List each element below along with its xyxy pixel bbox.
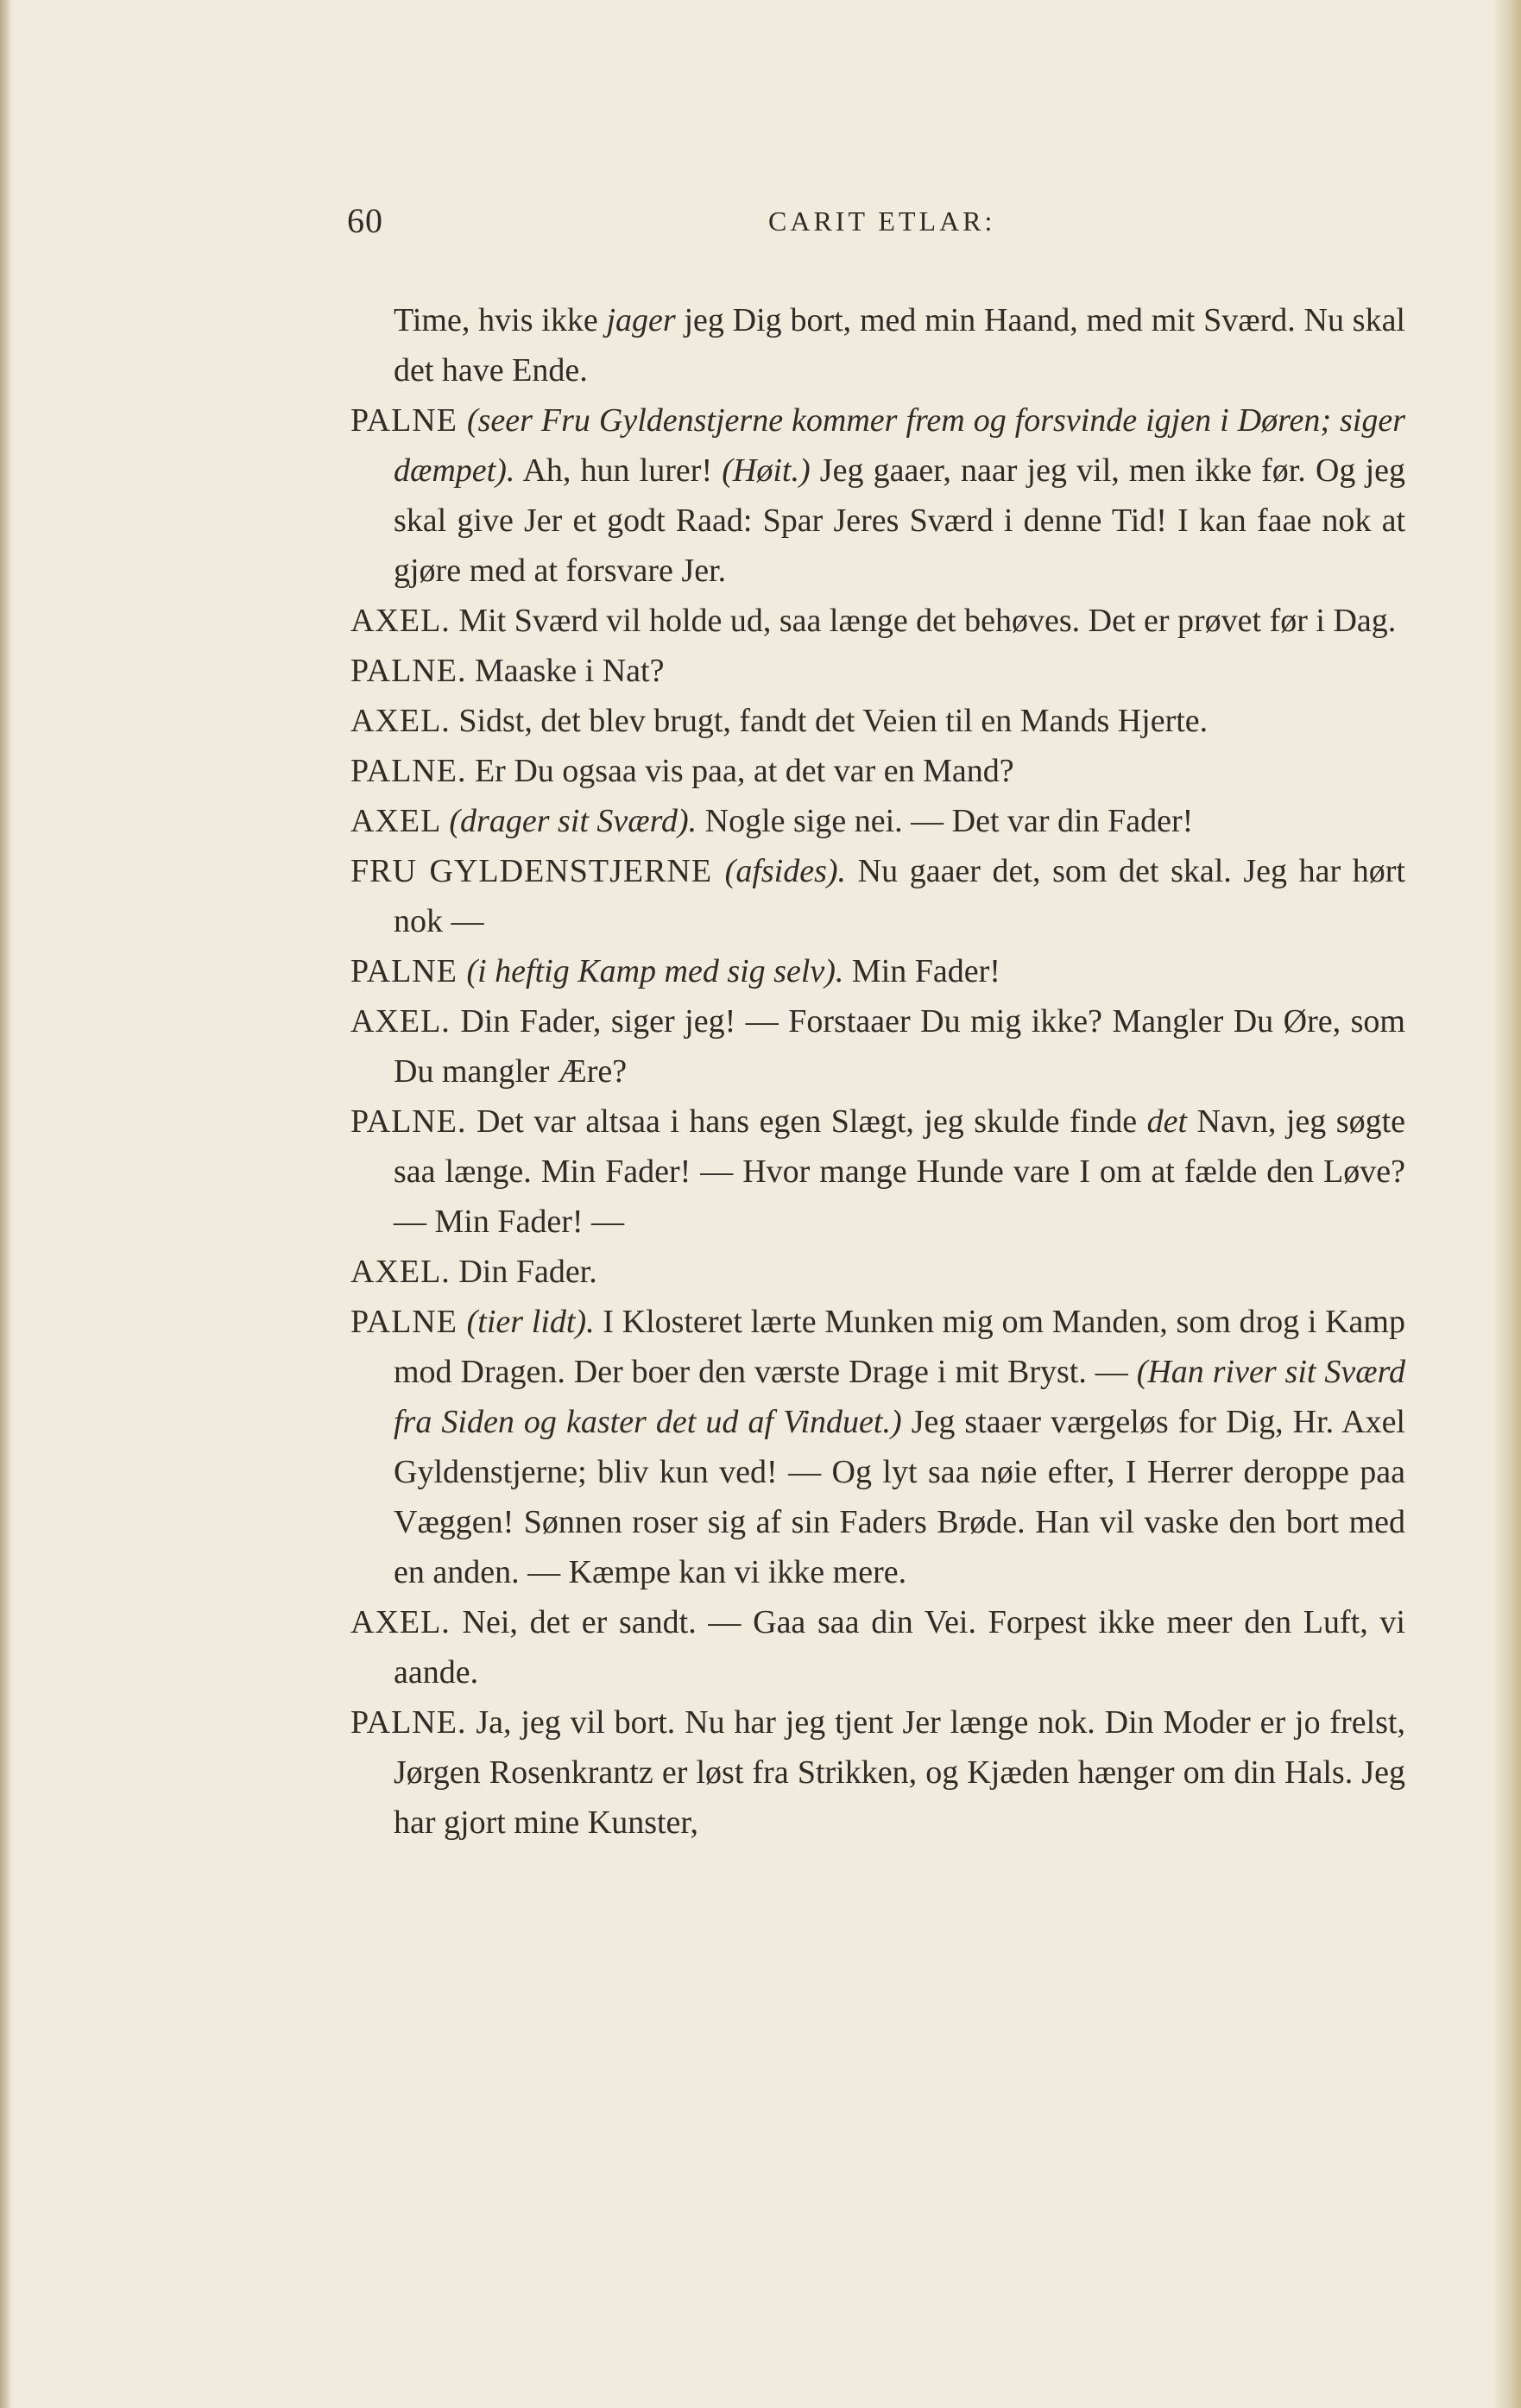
spoken-text: jeg Dig bort, med min Haand, med mit Sværd. Nu skal det have Ende.	[394, 302, 1405, 389]
dialogue-paragraph	[350, 1297, 1405, 1597]
speaker-name: PALNE.	[350, 653, 467, 689]
spoken-text: Din Fader, siger jeg! — Forstaaer Du mig ikke? Mangler Du Øre, som Du mangler Ære?	[394, 1003, 1405, 1090]
speaker-name: PALNE.	[350, 1704, 467, 1741]
spoken-text: Din Fader.	[450, 1254, 597, 1290]
dialogue-paragraph	[350, 946, 1405, 996]
dialogue-paragraph	[350, 295, 1405, 395]
spoken-text: I Klosteret lærte Munken mig om Manden, som drog i Kamp mod Dragen. Der boer den værste Drage i mit Bryst. —	[394, 1304, 1405, 1390]
dialogue-paragraph	[350, 646, 1405, 696]
dialogue-paragraph	[350, 696, 1405, 746]
speaker-name: AXEL	[350, 803, 450, 839]
spoken-text: Ja, jeg vil bort. Nu har jeg tjent Jer længe nok. Din Moder er jo frelst, Jørgen Rosenkrantz er løst fra Strikken, og Kjæden hænger om din Hals. Jeg har gjort mine Kunster,	[394, 1704, 1405, 1841]
stage-direction: (afsides).	[724, 853, 847, 889]
dialogue-paragraph	[350, 846, 1405, 946]
spoken-text: Jeg staaer værgeløs for Dig, Hr. Axel Gyldenstjerne; bliv kun ved! — Og lyt saa nøie efter, I Herrer deroppe paa Væggen! Sønnen roser sig af sin Faders Brøde. Han vil vaske den bort med en anden. — Kæmpe kan vi ikke mere.	[394, 1404, 1405, 1590]
spoken-text: Nu gaaer det, som det skal. Jeg har hørt nok —	[394, 853, 1405, 939]
dialogue-paragraph	[350, 395, 1405, 596]
dialogue-paragraph	[350, 1697, 1405, 1848]
spoken-text: Nei, det er sandt. — Gaa saa din Vei. Forpest ikke meer den Luft, vi aande.	[394, 1604, 1405, 1691]
spoken-text: Min Fader!	[843, 953, 1000, 989]
speaker-name: PALNE	[350, 953, 467, 989]
spoken-text: Navn, jeg søgte saa længe. Min Fader! — Hvor mange Hunde vare I om at fælde den Løve? — Min Fader! —	[394, 1103, 1405, 1240]
speaker-name: PALNE	[350, 1304, 467, 1340]
dialogue-text	[350, 295, 1405, 1848]
stage-direction: jager	[606, 302, 676, 338]
speaker-name: FRU GYLDENSTJERNE	[350, 853, 725, 889]
speaker-name: AXEL.	[350, 1254, 451, 1290]
page-edge-right	[1492, 0, 1521, 2408]
spoken-text: Nogle sige nei. — Det var din Fader!	[697, 803, 1194, 839]
spoken-text: Time, hvis ikke	[394, 302, 607, 338]
dialogue-paragraph	[350, 1597, 1405, 1697]
spoken-text: Maaske i Nat?	[466, 653, 665, 689]
stage-direction: (Høit.)	[722, 452, 811, 489]
page-number: 60	[347, 201, 383, 240]
dialogue-paragraph	[350, 1097, 1405, 1247]
spoken-text: Er Du ogsaa vis paa, at det var en Mand?	[466, 753, 1014, 789]
dialogue-paragraph	[350, 596, 1405, 646]
speaker-name: PALNE	[350, 402, 467, 439]
speaker-name: AXEL.	[350, 603, 451, 639]
speaker-name: AXEL.	[350, 1003, 451, 1040]
dialogue-paragraph	[350, 996, 1405, 1097]
stage-direction: (Han river sit Sværd fra Siden og kaster det ud af Vinduet.)	[394, 1354, 1405, 1440]
stage-direction: (drager sit Sværd).	[449, 803, 697, 839]
running-title: CARIT ETLAR:	[768, 205, 996, 237]
stage-direction: (i heftig Kamp med sig selv).	[466, 953, 844, 989]
stage-direction: (seer Fru Gyldenstjerne kommer frem og forsvinde igjen i Døren; siger dæmpet).	[394, 402, 1405, 489]
dialogue-paragraph	[350, 1247, 1405, 1297]
spoken-text: Det var altsaa i hans egen Slægt, jeg skulde finde	[466, 1103, 1147, 1140]
page-edge-left	[0, 0, 12, 2408]
spoken-text: Ah, hun lurer!	[514, 452, 723, 489]
speaker-name: AXEL.	[350, 703, 451, 739]
speaker-name: PALNE.	[350, 1103, 467, 1140]
spoken-text: Sidst, det blev brugt, fandt det Veien til en Mands Hjerte.	[450, 703, 1209, 739]
running-head	[345, 200, 1407, 252]
spoken-text: Mit Sværd vil holde ud, saa længe det behøves. Det er prøvet før i Dag.	[450, 603, 1397, 639]
spoken-text: Jeg gaaer, naar jeg vil, men ikke før. Og jeg skal give Jer et godt Raad: Spar Jeres Sværd i denne Tid! I kan faae nok at gjøre med at forsvare Jer.	[394, 452, 1405, 589]
speaker-name: AXEL.	[350, 1604, 451, 1640]
dialogue-paragraph	[350, 796, 1405, 846]
speaker-name: PALNE.	[350, 753, 467, 789]
stage-direction: (tier lidt).	[466, 1304, 595, 1340]
dialogue-paragraph	[350, 746, 1405, 796]
stage-direction: det	[1146, 1103, 1188, 1140]
